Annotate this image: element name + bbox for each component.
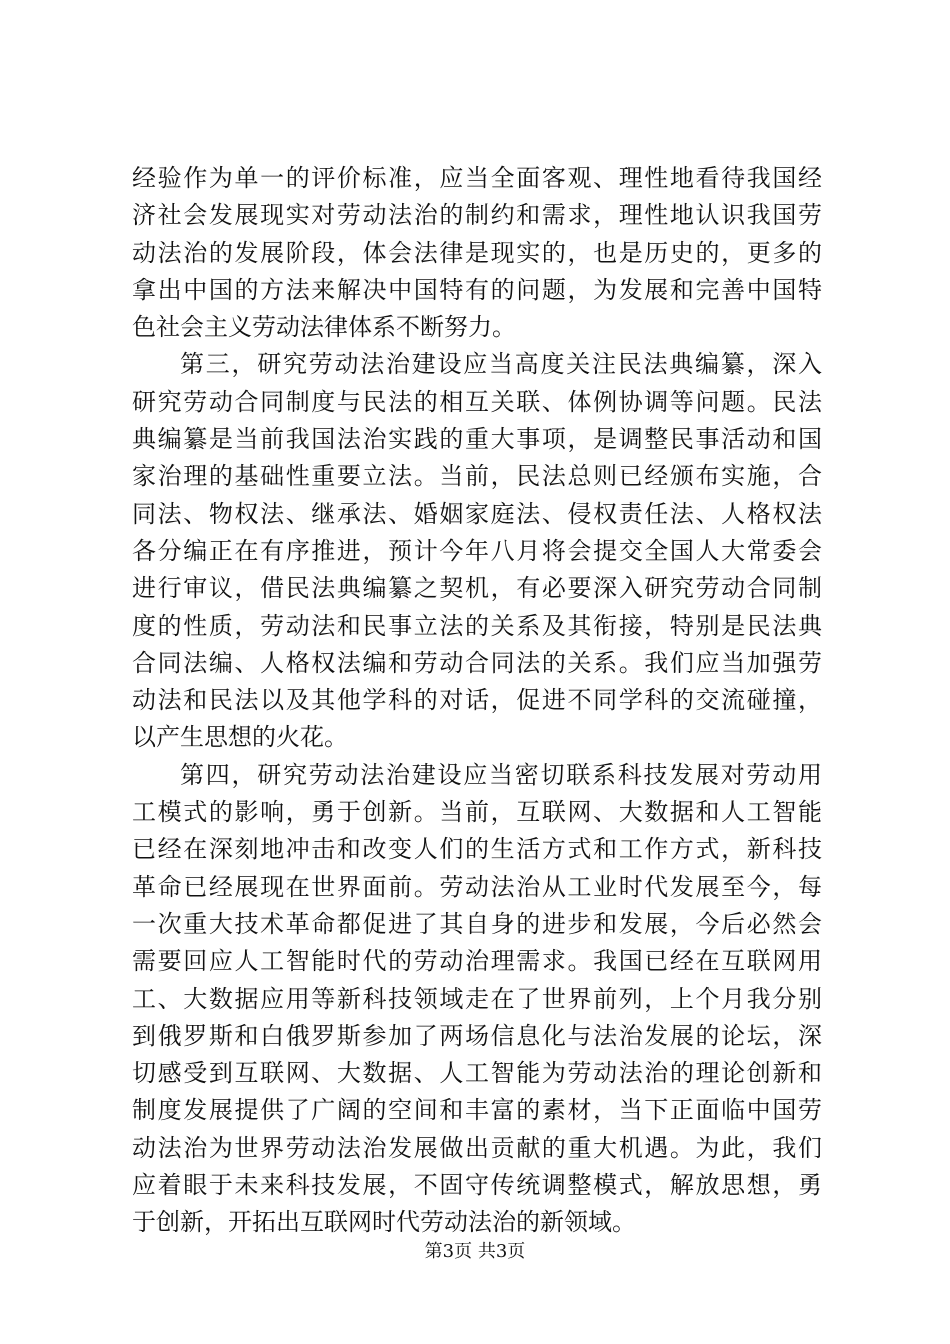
text-line: 动法和民法以及其他学科的对话，促进不同学科的交流碰撞， xyxy=(132,686,822,715)
text-line: 制度发展提供了广阔的空间和丰富的素材，当下正面临中国劳 xyxy=(132,1096,822,1125)
text-line: 于创新，开拓出互联网时代劳动法治的新领域。 xyxy=(132,1208,636,1237)
text-line: 以产生思想的火花。 xyxy=(132,723,348,752)
paragraph-continuation xyxy=(132,160,822,346)
text-line: 济社会发展现实对劳动法治的制约和需求，理性地认识我国劳 xyxy=(132,201,822,230)
text-line: 典编纂是当前我国法治实践的重大事项，是调整民事活动和国 xyxy=(132,425,822,454)
text-line: 度的性质，劳动法和民事立法的关系及其衔接，特别是民法典 xyxy=(132,611,822,640)
document-body xyxy=(132,160,822,1242)
text-line: 需要回应人工智能时代的劳动治理需求。我国已经在互联网用 xyxy=(132,947,822,976)
text-line: 革命已经展现在世界面前。劳动法治从工业时代发展至今，每 xyxy=(132,872,822,901)
text-line: 进行审议，借民法典编纂之契机，有必要深入研究劳动合同制 xyxy=(132,574,822,603)
text-line: 工、大数据应用等新科技领域走在了世界前列，上个月我分别 xyxy=(132,984,822,1013)
text-line: 工模式的影响，勇于创新。当前，互联网、大数据和人工智能 xyxy=(132,798,822,827)
text-line: 一次重大技术革命都促进了其自身的进步和发展，今后必然会 xyxy=(132,909,822,938)
text-line: 研究劳动合同制度与民法的相互关联、体例协调等问题。民法 xyxy=(132,387,822,416)
text-line: 家治理的基础性重要立法。当前，民法总则已经颁布实施，合 xyxy=(132,462,822,491)
text-line: 第四，研究劳动法治建设应当密切联系科技发展对劳动用 xyxy=(180,760,822,789)
text-line: 色社会主义劳动法律体系不断努力。 xyxy=(132,313,516,342)
text-line: 已经在深刻地冲击和改变人们的生活方式和工作方式，新科技 xyxy=(132,835,822,864)
text-line: 同法、物权法、继承法、婚姻家庭法、侵权责任法、人格权法 xyxy=(132,499,822,528)
text-line: 动法治的发展阶段，体会法律是现实的，也是历史的，更多的 xyxy=(132,238,822,267)
text-line: 各分编正在有序推进，预计今年八月将会提交全国人大常委会 xyxy=(132,536,822,565)
text-line: 应着眼于未来科技发展，不固守传统调整模式，解放思想，勇 xyxy=(132,1171,822,1200)
text-line: 到俄罗斯和白俄罗斯参加了两场信息化与法治发展的论坛，深 xyxy=(132,1021,822,1050)
page-number-footer: 第3页 共3页 xyxy=(424,1241,526,1262)
text-line: 动法治为世界劳动法治发展做出贡献的重大机遇。为此，我们 xyxy=(132,1133,822,1162)
text-line: 合同法编、人格权法编和劳动合同法的关系。我们应当加强劳 xyxy=(132,648,822,677)
text-line: 拿出中国的方法来解决中国特有的问题，为发展和完善中国特 xyxy=(132,275,822,304)
text-line: 经验作为单一的评价标准，应当全面客观、理性地看待我国经 xyxy=(132,164,822,192)
text-line: 第三，研究劳动法治建设应当高度关注民法典编纂，深入 xyxy=(180,350,822,379)
text-line: 切感受到互联网、大数据、人工智能为劳动法治的理论创新和 xyxy=(132,1059,822,1088)
paragraph-third-point xyxy=(132,346,822,756)
paragraph-fourth-point xyxy=(132,757,822,1242)
